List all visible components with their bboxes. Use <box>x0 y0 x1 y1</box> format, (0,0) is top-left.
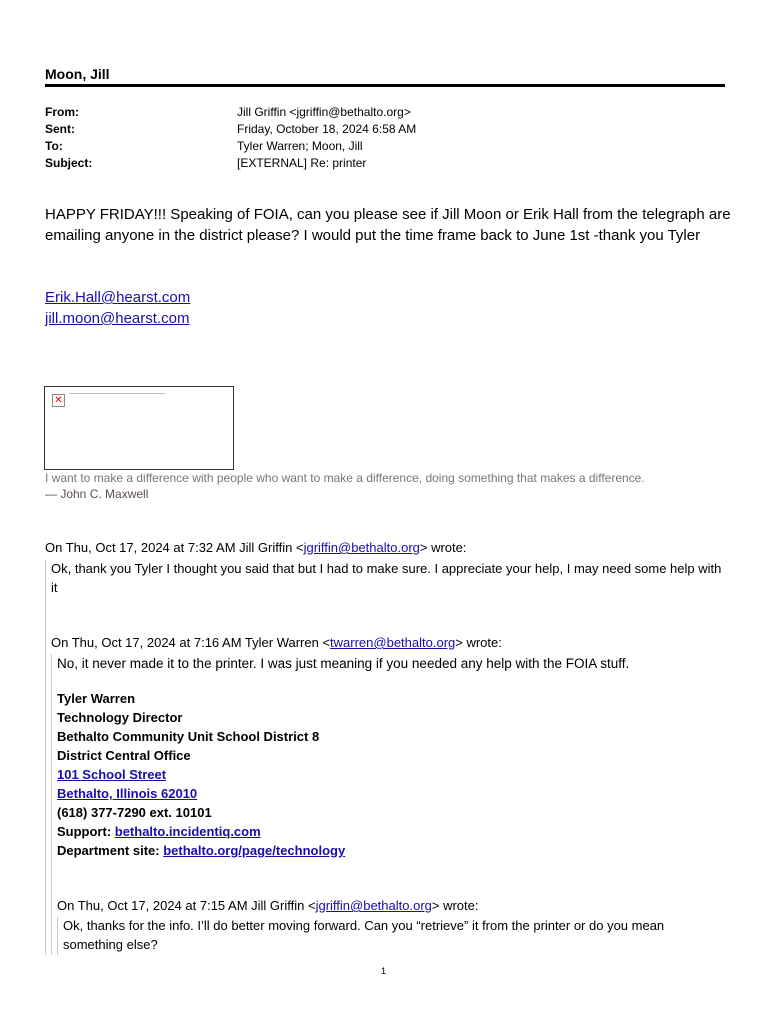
quote-bar-level2 <box>51 654 52 955</box>
signature-phone: (618) 377-7290 ext. 10101 <box>57 805 212 820</box>
signature-name: Tyler Warren <box>57 691 136 706</box>
quote-bar-level3 <box>57 917 58 955</box>
reply3-body: Ok, thanks for the info. I’ll do better moving forward. Can you “retrieve” it from the printer or do you mean something else? <box>63 918 665 952</box>
mailbox-owner: Moon, Jill <box>45 66 110 82</box>
to-label: To: <box>45 139 63 153</box>
department-label: Department site: <box>57 843 164 858</box>
broken-image-icon: ✕ <box>52 394 65 407</box>
from-label: From: <box>45 105 79 119</box>
reply1-prefix: On Thu, Oct 17, 2024 at 7:32 AM Jill Griffin < <box>45 540 304 555</box>
signature-title: Technology Director <box>57 710 183 725</box>
signature-office: District Central Office <box>57 748 191 763</box>
reply3-prefix: On Thu, Oct 17, 2024 at 7:15 AM Jill Griffin < <box>57 898 316 913</box>
reply1-body: Ok, thank you Tyler I thought you said that but I had to make sure. I appreciate your help, I may need some help with it <box>51 561 722 595</box>
reply2-attribution <box>51 635 502 650</box>
image-alt-stub <box>69 393 165 394</box>
sent-value: Friday, October 18, 2024 6:58 AM <box>237 122 417 136</box>
tyler-signature <box>57 689 345 860</box>
email-link-jill-moon[interactable]: jill.moon@hearst.com <box>45 310 190 327</box>
quote-bar-level1 <box>45 560 46 955</box>
reply3-email-link[interactable]: jgriffin@bethalto.org <box>315 898 432 913</box>
header-rule <box>45 84 725 87</box>
email-link-list <box>45 287 190 329</box>
reply2-suffix: > wrote: <box>455 635 502 650</box>
signature-quote-author: — John C. Maxwell <box>45 487 149 501</box>
subject-value: [EXTERNAL] Re: printer <box>237 156 367 170</box>
message-body: HAPPY FRIDAY!!! Speaking of FOIA, can you please see if Jill Moon or Erik Hall from the telegraph are emailing anyone in the district please? I would put the time frame back to June 1st -thank you Tyler <box>45 206 731 244</box>
reply2-email-link[interactable]: twarren@bethalto.org <box>330 635 456 650</box>
signature-street-link[interactable]: 101 School Street <box>57 767 167 782</box>
to-value: Tyler Warren; Moon, Jill <box>237 139 363 153</box>
subject-label: Subject: <box>45 156 93 170</box>
from-value: Jill Griffin <jgriffin@bethalto.org> <box>237 105 411 119</box>
signature-quote: I want to make a difference with people who want to make a difference, doing something that makes a difference. <box>45 471 645 485</box>
reply2-prefix: On Thu, Oct 17, 2024 at 7:16 AM Tyler Warren < <box>51 635 331 650</box>
support-label: Support: <box>57 824 115 839</box>
sent-label: Sent: <box>45 122 75 136</box>
signature-organization: Bethalto Community Unit School District 8 <box>57 729 320 744</box>
support-link[interactable]: bethalto.incidentiq.com <box>114 824 261 839</box>
reply2-body: No, it never made it to the printer. I was just meaning if you needed any help with the FOIA stuff. <box>57 656 630 671</box>
broken-image-placeholder <box>44 386 234 470</box>
reply1-email-link[interactable]: jgriffin@bethalto.org <box>303 540 420 555</box>
reply1-attribution <box>45 540 467 555</box>
page-number: 1 <box>381 966 387 976</box>
reply3-attribution <box>57 898 479 913</box>
reply3-suffix: > wrote: <box>431 898 479 913</box>
email-link-erik-hall[interactable]: Erik.Hall@hearst.com <box>45 289 191 306</box>
signature-city-link[interactable]: Bethalto, Illinois 62010 <box>57 786 198 801</box>
reply1-suffix: > wrote: <box>419 540 467 555</box>
department-link[interactable]: bethalto.org/page/technology <box>163 843 346 858</box>
